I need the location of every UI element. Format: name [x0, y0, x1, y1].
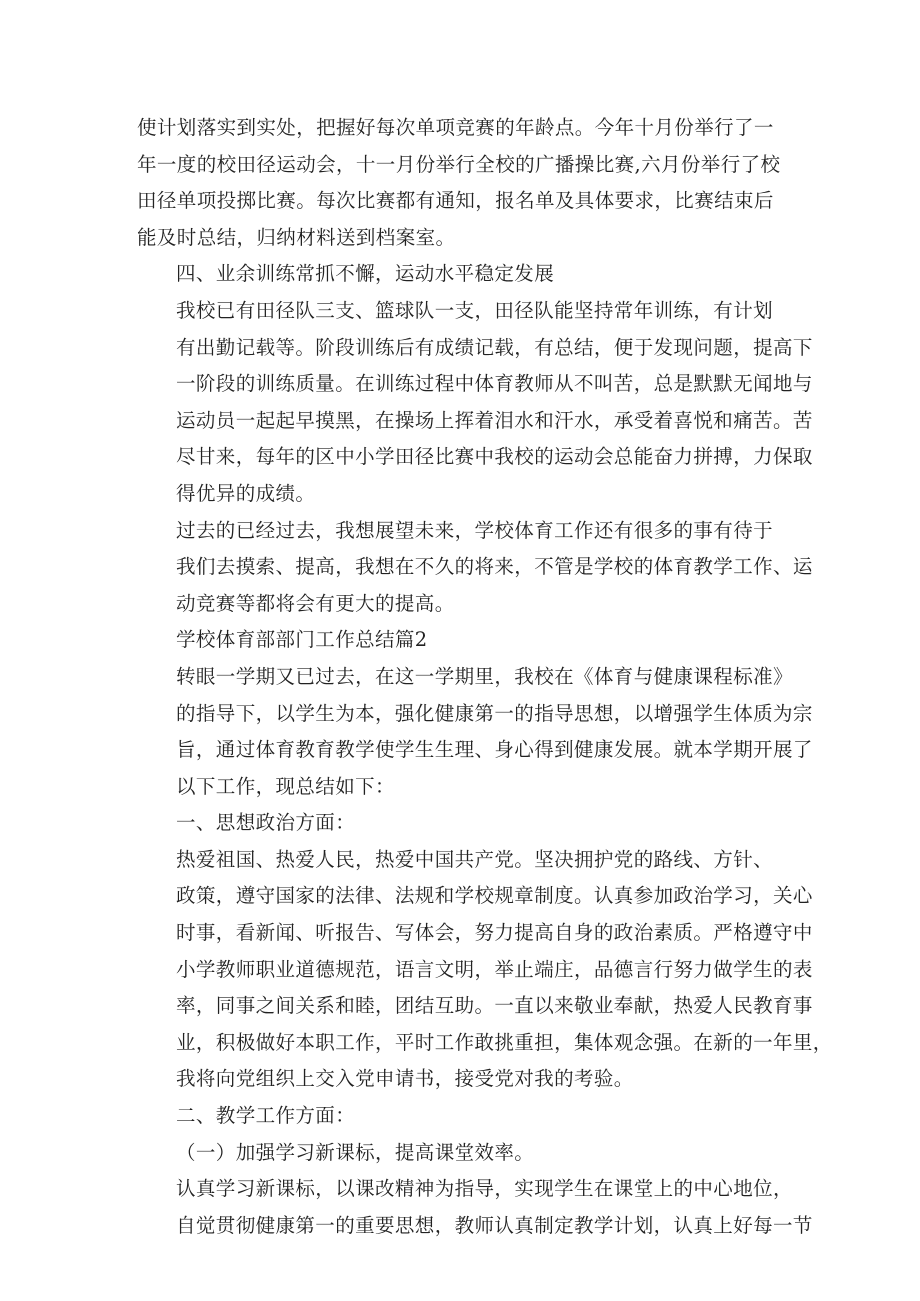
text-line: 运动员一起起早摸黑，在操场上挥着泪水和汗水，承受着喜悦和痛苦。苦 — [176, 408, 813, 432]
text-line: 我们去摸索、提高，我想在不久的将来，不管是学校的体育教学工作、运 — [176, 555, 813, 579]
text-line: 率，同事之间关系和睦，团结互助。一直以来敬业奉献，热爱人民教育事 — [176, 994, 813, 1018]
text-line: 认真学习新课标，以课改精神为指导，实现学生在课堂上的中心地位， — [176, 1177, 793, 1201]
text-line: 小学教师职业道德规范，语言文明，举止端庄，品德言行努力做学生的表 — [176, 957, 813, 981]
text-line: 田径单项投掷比赛。每次比赛都有通知，报名单及具体要求，比赛结束后 — [137, 189, 774, 213]
document-page — [137, 110, 833, 1244]
text-line: 热爱祖国、热爱人民，热爱中国共产党。坚决拥护党的路线、方针、 — [176, 847, 774, 871]
text-line: 业，积极做好本职工作，平时工作敢挑重担，集体观念强。在新的一年里， — [176, 1030, 833, 1054]
text-line: 一、思想政治方面： — [176, 811, 356, 835]
text-line: 四、业余训练常抓不懈，运动水平稳定发展 — [176, 262, 555, 286]
paragraph — [137, 1135, 787, 1172]
paragraph — [137, 842, 833, 1098]
text-line: 转眼一学期又已过去，在这一学期里，我校在《体育与健康课程标准》 — [176, 664, 793, 688]
text-line: 动竞赛等都将会有更大的提高。 — [176, 591, 455, 615]
paragraph — [137, 622, 787, 659]
text-line: 我将向党组织上交入党申请书，接受党对我的考验。 — [176, 1067, 634, 1091]
text-line: 政策，遵守国家的法律、法规和学校规章制度。认真参加政治学习，关心 — [176, 884, 813, 908]
paragraph — [137, 805, 787, 842]
paragraph — [137, 256, 787, 293]
paragraph — [137, 293, 813, 513]
text-line: （一）加强学习新课标，提高课堂效率。 — [176, 1140, 535, 1164]
text-line: 我校已有田径队三支、篮球队一支，田径队能坚持常年训练，有计划 — [176, 298, 774, 322]
paragraph — [137, 1171, 813, 1244]
text-line: 以下工作，现总结如下： — [176, 774, 395, 798]
paragraph — [137, 659, 813, 805]
text-line: 自觉贯彻健康第一的重要思想，教师认真制定教学计划，认真上好每一节 — [176, 1213, 813, 1237]
text-line: 尽甘来，每年的区中小学田径比赛中我校的运动会总能奋力拼搏，力保取 — [176, 445, 813, 469]
text-line: 学校体育部部门工作总结篇2 — [176, 628, 428, 652]
text-line: 的指导下，以学生为本，强化健康第一的指导思想，以增强学生体质为宗 — [176, 701, 813, 725]
text-line: 得优异的成绩。 — [176, 481, 316, 505]
text-line: 二、教学工作方面： — [176, 1104, 356, 1128]
text-line: 旨，通过体育教育教学使学生生理、身心得到健康发展。就本学期开展了 — [176, 738, 813, 762]
text-line: 年一度的校田径运动会，十一月份举行全校的广播操比赛,六月份举行了校 — [137, 152, 781, 176]
text-line: 一阶段的训练质量。在训练过程中体育教师从不叫苦，总是默默无闻地与 — [176, 372, 813, 396]
text-line: 有出勤记载等。阶段训练后有成绩记载，有总结，便于发现问题，提高下 — [176, 335, 813, 359]
text-line: 能及时总结，归纳材料送到档案室。 — [137, 225, 456, 249]
text-line: 使计划落实到实处，把握好每次单项竞赛的年龄点。今年十月份举行了一 — [137, 116, 774, 139]
paragraph — [137, 110, 787, 256]
text-line: 过去的已经过去，我想展望未来，学校体育工作还有很多的事有待于 — [176, 518, 774, 542]
paragraph — [137, 1098, 787, 1135]
text-line: 时事，看新闻、听报告、写体会，努力提高自身的政治素质。严格遵守中 — [176, 921, 813, 945]
paragraph — [137, 513, 813, 623]
